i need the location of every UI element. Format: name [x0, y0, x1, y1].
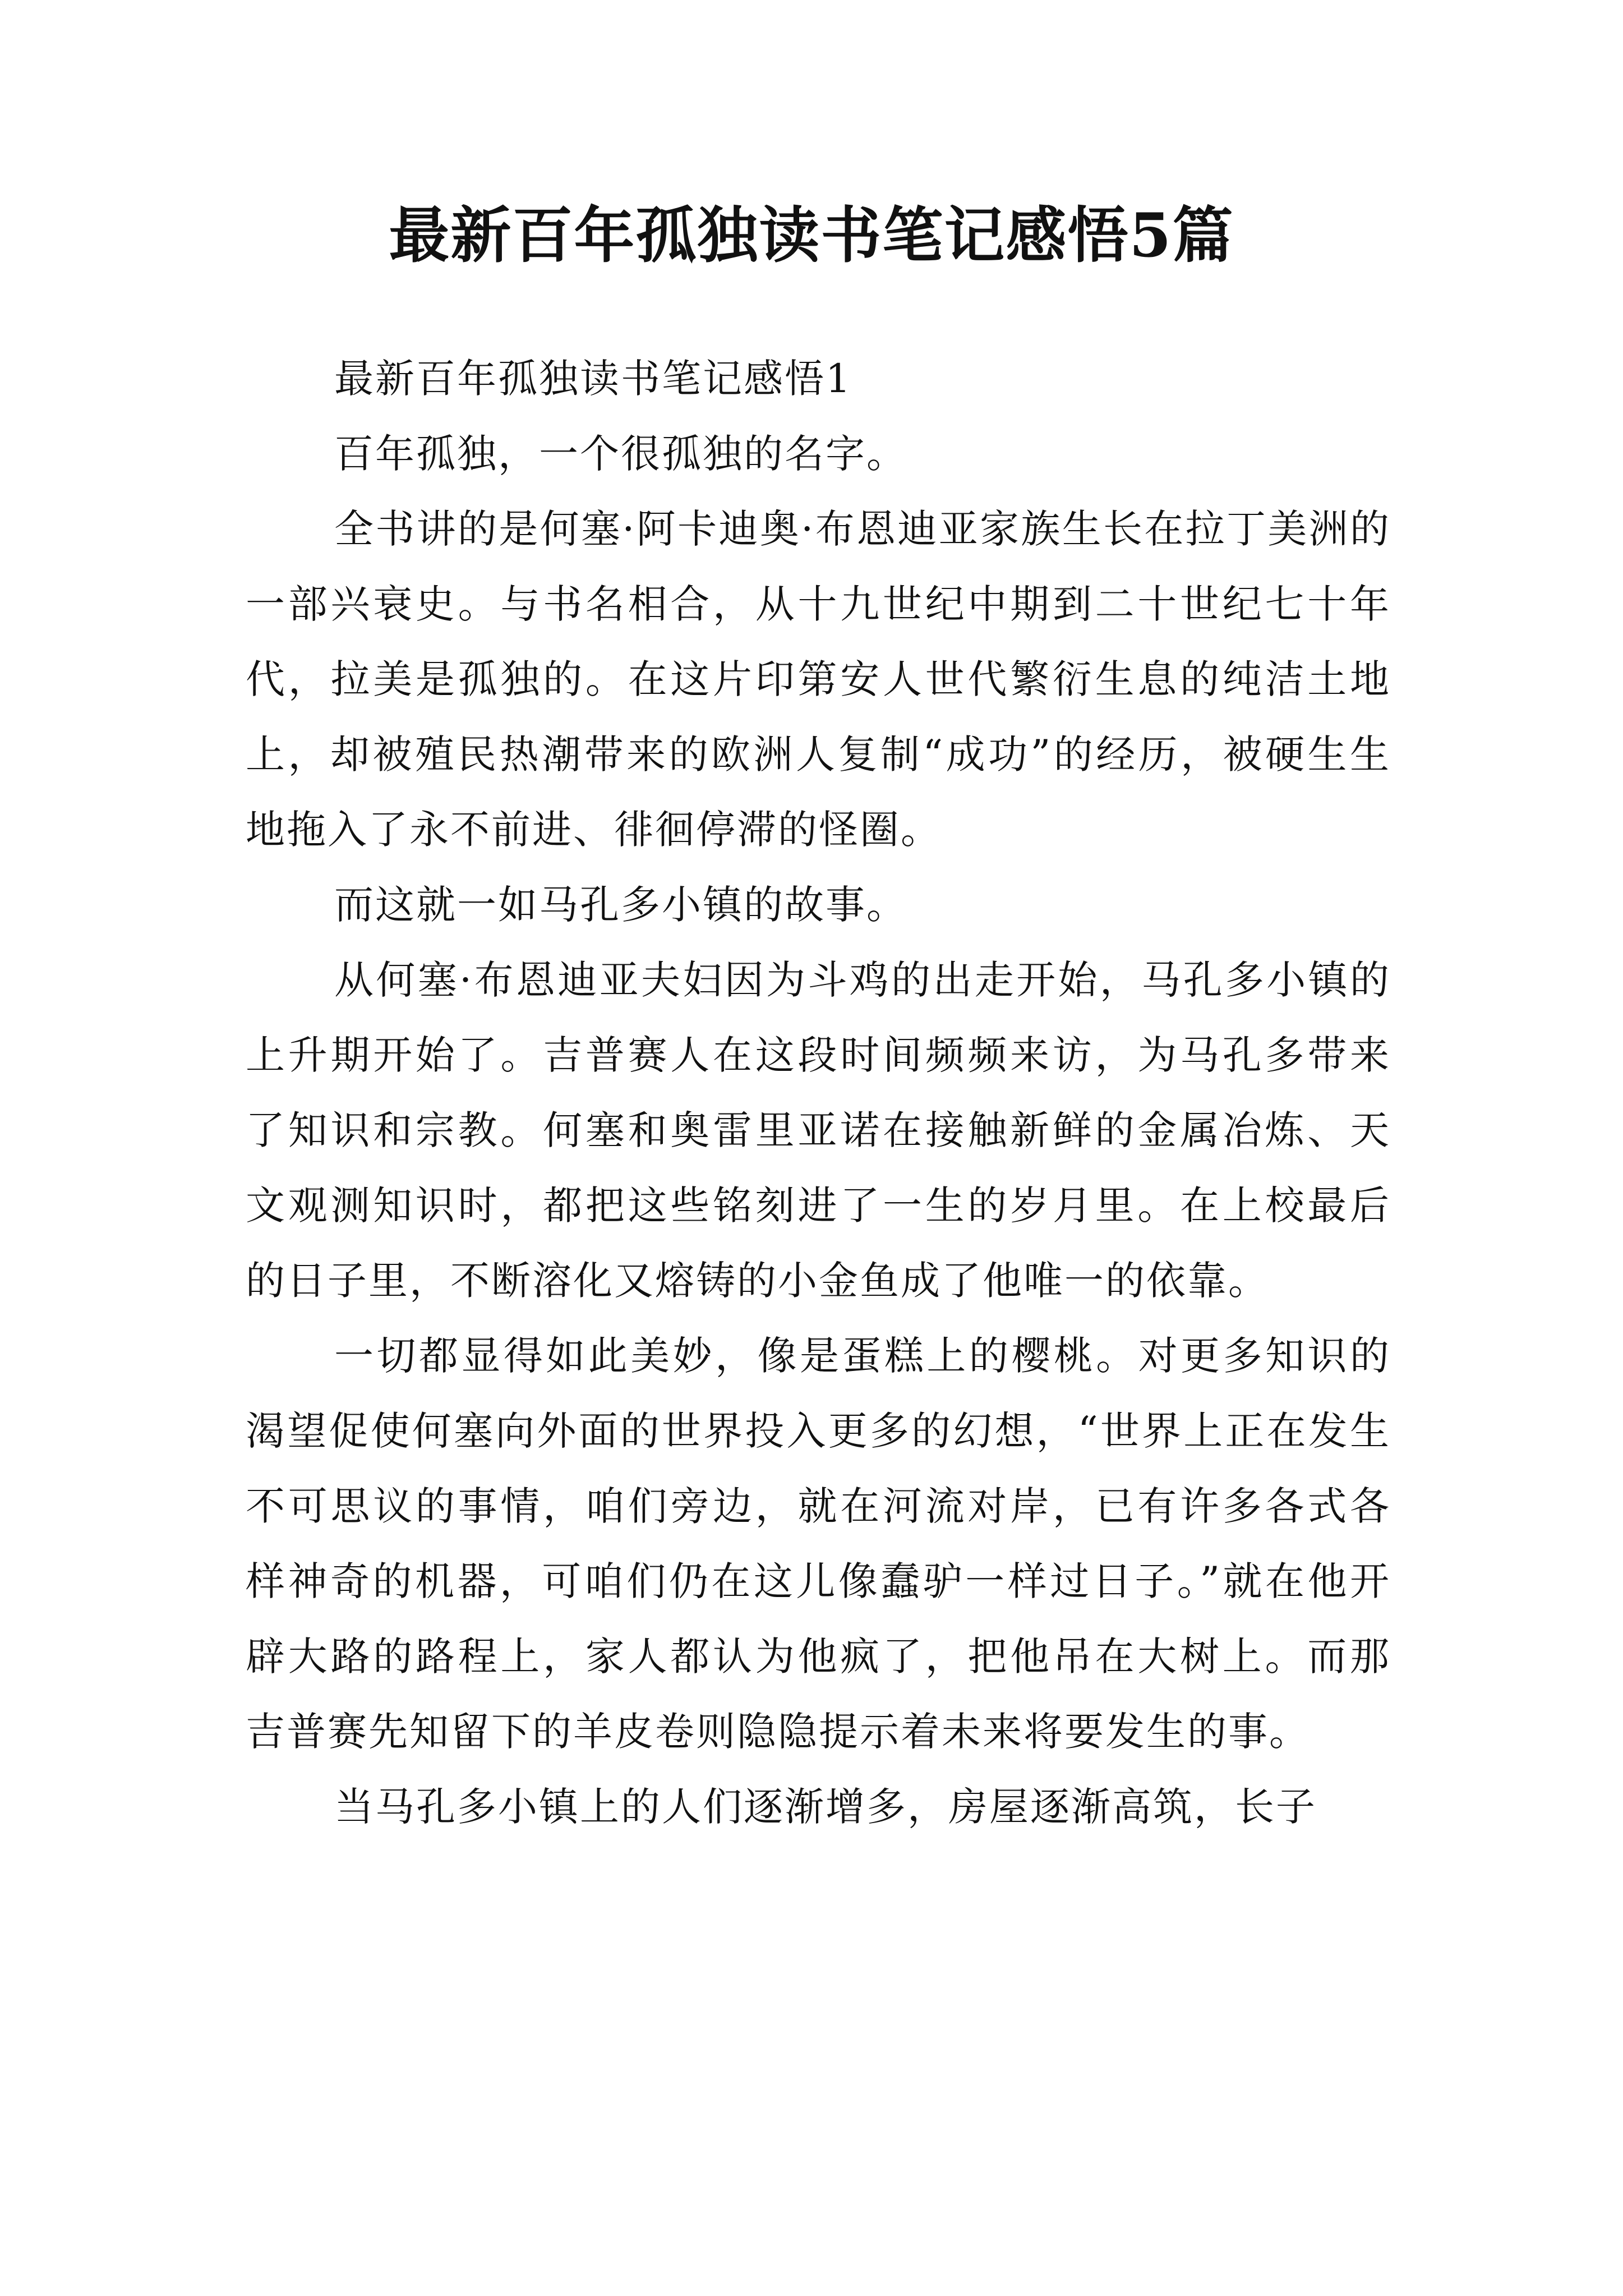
paragraph: 一切都显得如此美妙，像是蛋糕上的樱桃。对更多知识的渴望促使何塞向外面的世界投入更多的幻想，“世界上正在发生不可思议的事情，咱们旁边，就在河流对岸，已有许多各式各样神奇的机器，可咱们仍在这儿像蠢驴一样过日子。”就在他开辟大路的路程上，家人都认为他疯了，把他吊在大树上。而那吉普赛先知留下的羊皮卷则隐隐提示着未来将要发生的事。: [246, 1333, 1391, 1755]
paragraph: 百年孤独，一个很孤独的名字。: [334, 431, 907, 477]
document-body: [246, 341, 1391, 1844]
paragraph: 从何塞·布恩迪亚夫妇因为斗鸡的出走开始，马孔多小镇的上升期开始了。吉普赛人在这段时间频频来访，为马孔多带来了知识和宗教。何塞和奥雷里亚诺在接触新鲜的金属冶炼、天文观测知识时，都把这些铭刻进了一生的岁月里。在上校最后的日子里，不断溶化又熔铸的小金鱼成了他唯一的依靠。: [246, 957, 1391, 1304]
paragraph: 当马孔多小镇上的人们逐渐增多，房屋逐渐高筑，长子: [334, 1784, 1317, 1830]
document-title: 最新百年孤独读书笔记感悟5篇: [389, 200, 1234, 271]
paragraph: 而这就一如马孔多小镇的故事。: [334, 882, 907, 928]
paragraph: 全书讲的是何塞·阿卡迪奥·布恩迪亚家族生长在拉丁美洲的一部兴衰史。与书名相合，从十九世纪中期到二十世纪七十年代，拉美是孤独的。在这片印第安人世代繁衍生息的纯洁土地上，却被殖民热潮带来的欧洲人复制“成功”的经历，被硬生生地拖入了永不前进、徘徊停滞的怪圈。: [246, 506, 1391, 853]
section-heading: 最新百年孤独读书笔记感悟1: [334, 356, 852, 402]
